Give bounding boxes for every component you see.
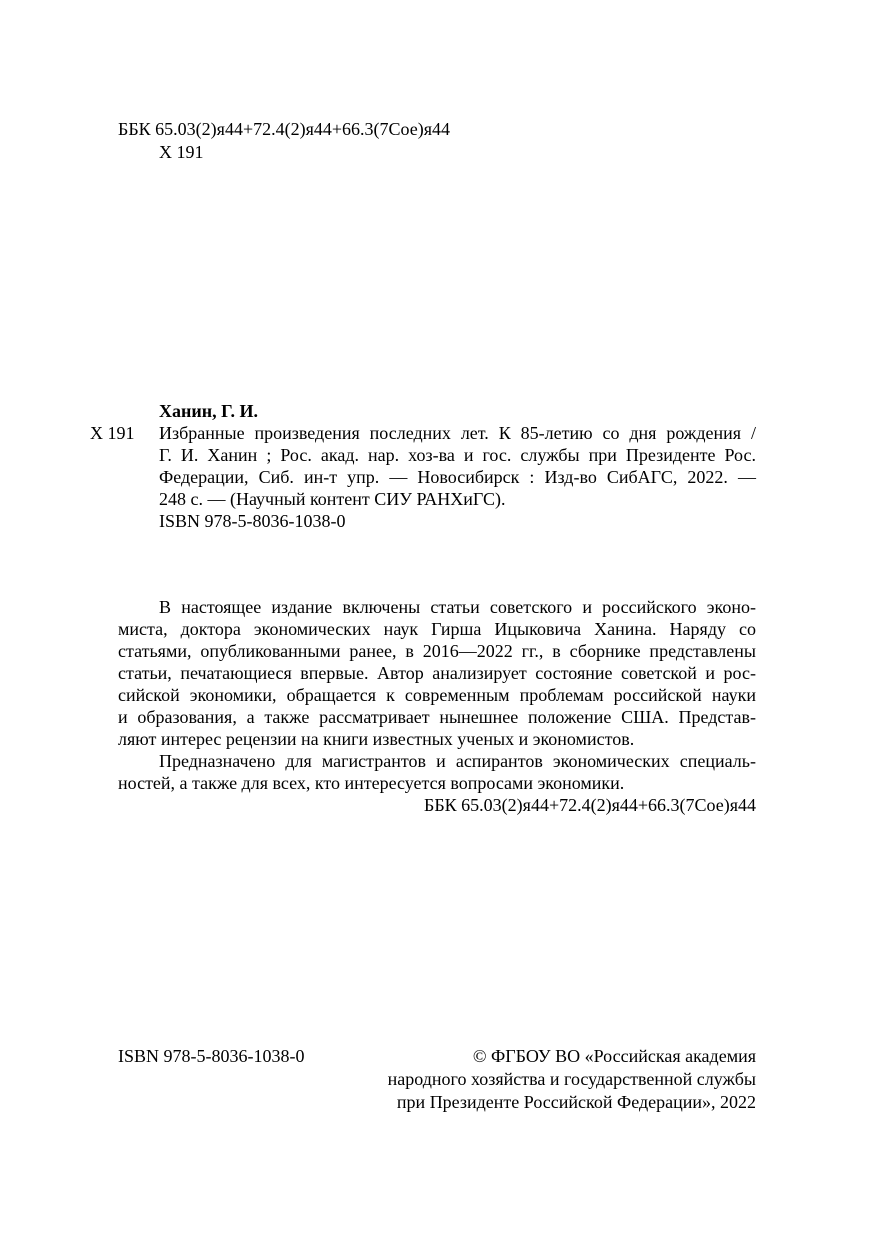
copyright-line: © ФГБОУ ВО «Российская академия	[472, 1046, 756, 1066]
annotation-line: сийской экономики, обращается к современным проблемам российской науки	[118, 685, 756, 705]
footer-isbn: ISBN 978-5-8036-1038-0	[118, 1046, 305, 1066]
card-description-line: Г. И. Ханин ; Рос. акад. нар. хоз-ва и гос. службы при Президенте Рос.	[159, 445, 756, 465]
annotation-line: ляют интерес рецензии на книги известных ученых и экономистов.	[118, 729, 635, 749]
annotation-line: статьями, опубликованными ранее, в 2016—2022 гг., в сборнике представлены	[118, 641, 756, 661]
card-isbn: ISBN 978-5-8036-1038-0	[159, 511, 346, 531]
annotation-bbk-code: ББК 65.03(2)я44+72.4(2)я44+66.3(7Сое)я44	[424, 795, 756, 815]
bbk-code: ББК 65.03(2)я44+72.4(2)я44+66.3(7Сое)я44	[118, 119, 450, 139]
author-heading: Ханин, Г. И.	[159, 401, 259, 421]
card-description-line: Избранные произведения последних лет. К 85-летию со дня рождения /	[159, 423, 756, 443]
annotation-line: и образования, а также рассматривает нынешнее положение США. Представ-	[118, 707, 756, 727]
copyright-line: народного хозяйства и государственной службы	[387, 1069, 756, 1089]
annotation-line: миста, доктора экономических наук Гирша Ицыковича Ханина. Наряду со	[118, 619, 756, 639]
annotation-line: В настоящее издание включены статьи советского и российского эконо-	[159, 597, 756, 617]
card-description-line: Федерации, Сиб. ин-т упр. — Новосибирск : Изд-во СибАГС, 2022. —	[159, 467, 756, 487]
copyright-line: при Президенте Российской Федерации», 2022	[396, 1092, 756, 1112]
annotation-line: статьи, печатающиеся впервые. Автор анализирует состояние советской и рос-	[118, 663, 756, 683]
annotation-line: ностей, а также для всех, кто интересуется вопросами экономики.	[118, 773, 625, 793]
card-description-line: 248 с. — (Научный контент СИУ РАНХиГС).	[159, 489, 506, 509]
card-author-mark: Х 191	[90, 423, 135, 443]
annotation-line: Предназначено для магистрантов и аспирантов экономических специаль-	[159, 751, 756, 771]
author-mark: Х 191	[159, 142, 204, 162]
